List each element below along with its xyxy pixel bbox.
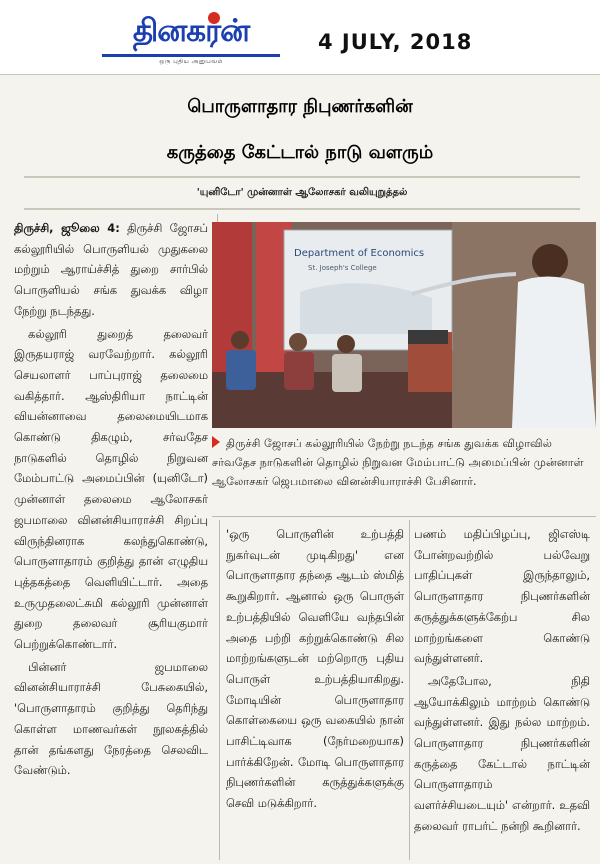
publication-date: 4 JULY, 2018: [318, 30, 473, 54]
caption-arrow-icon: [212, 436, 220, 448]
column-divider: [409, 520, 410, 860]
logo-underline: [102, 54, 280, 57]
caption-text: திருச்சி ஜோசப் கல்லூரியில் நேற்று நடந்த சங்க துவக்க விழாவில் சர்வதேச நாடுகளின் தொழில் நிறுவன மேம்பாட்டு அமைப்பின் முன்னாள் ஆலோசகர் ஜெபமாலை வினன்சியாராச்சி பேசினார்.: [212, 437, 584, 488]
masthead-divider: [0, 74, 600, 75]
article-paragraph: பின்னர் ஜபமாலை வினன்சியாராச்சி பேசுகையில், 'பொருளாதாரம் குறித்து தெரிந்து கொள்ள மாணவர்கள் நூலகத்தில் தான் தங்களது நேரத்தை செலவிட வேண்டும்.: [14, 659, 208, 778]
article-column-3: [414, 524, 590, 839]
article-paragraph: கல்லூரி துறைத் தலைவர் இருதயராஜ் வரவேற்றார். கல்லூரி செயலாளர் பாப்புராஜ் தலைமை வகித்தார். ஆஸ்திரியா நாட்டின் வியன்னாவை தலைமையிடமாக கொண்டு திகழும், சர்வதேச நாடுகளில் தொழில் நிறுவன மேம்பாட்டு அமைப்பின் (யுனிடோ) முன்னாள் தலைமை ஆலோசகர் ஜபமாலை வினன்சியாராச்சி சிறப்பு விருந்தினராக கலந்துகொண்டு, பொருளாதாரம் குறித்து தான் எழுதிய புத்தகத்தை வெளியிட்டார். அதை உருமுதலைட்சுமி கல்லூரி முன்னாள் துறை தலைவர் சூரியகுமார் பெற்றுக்கொண்டார்.: [14, 326, 208, 652]
banner-line-1: Department of Economics: [294, 248, 425, 259]
subheadline: 'யுனிடோ' முன்னாள் ஆலோசகர் வலியுறுத்தல்: [196, 187, 408, 198]
banner-line-2: St. Joseph's College: [308, 264, 377, 272]
logo-tagline: ஒரு புதிய அனுபவம்: [159, 58, 223, 65]
paragraph-text: திருச்சி ஜோசப் கல்லூரியில் பொருளியல் முதுகலை மற்றும் ஆராய்ச்சித் துறை சார்பில் பொருளியல் சங்க துவக்க விழா நேற்று நடந்தது.: [14, 221, 208, 318]
photo-caption: [212, 434, 596, 491]
headline-line-2: கருத்தை கேட்டால் நாடு வளரும்: [166, 142, 434, 163]
event-photo-illustration: [212, 222, 596, 428]
dinakaran-logo: [96, 10, 286, 70]
caption-divider: [212, 516, 596, 517]
dateline: திருச்சி, ஜூலை 4:: [14, 221, 120, 235]
article-column-1: [14, 218, 208, 783]
subheadline-bar: [24, 176, 580, 210]
event-photo: [212, 222, 596, 428]
article-column-2: [226, 524, 404, 816]
masthead: [0, 0, 600, 74]
column-divider: [219, 520, 220, 860]
logo-wordmark: தினகரன்: [132, 13, 250, 49]
article-paragraph: அதேபோல, நிதி ஆயோக்கிலும் மாற்றம் கொண்டு வந்துள்ளனர். இது நல்ல மாற்றம். பொருளாதார நிபுணர்களின் கருத்தை கேட்டால் நாட்டின் பொருளாதாரம் வளர்ச்சியடையும்' என்றார். உதவி தலைவர் ராபர்ட் நன்றி கூறினார்.: [414, 673, 590, 833]
article-paragraph: பணம் மதிப்பிழப்பு, ஜிஎஸ்டி போன்றவற்றில் பல்வேறு பாதிப்புகள் இருந்தாலும், பொருளாதார நிபுணர்களின் கருத்துக்களுக்கேற்ப சில மாற்றங்களை கொண்டு வந்துள்ளனர்.: [414, 527, 590, 666]
article-paragraph: [14, 218, 208, 322]
headline: [6, 84, 594, 176]
article-paragraph: 'ஒரு பொருளின் உற்பத்தி நுகர்வுடன் முடிகிறது' என பொருளாதார தந்தை ஆடம் ஸ்மித் கூறுகிறார். ஆனால் ஒரு பொருள் உற்பத்தியில் வெளியே வந்தபின் அதை பற்றி கற்றுக்கொண்டு சில மாற்றங்களுடன் மற்றொரு புதிய பொருள் உற்பத்தியாகிறது. மோடியின் பொருளாதார கொள்கையை ஒரு வகையில் நான் பாசிட்டிவாக (நேர்மறையாக) பார்க்கிறேன். மோடி பொருளாதார நிபுணர்களின் கருத்துக்களுக்கு செவி மடுக்கிறார்.: [226, 527, 404, 811]
headline-line-1: பொருளாதார நிபுணர்களின்: [187, 96, 413, 117]
